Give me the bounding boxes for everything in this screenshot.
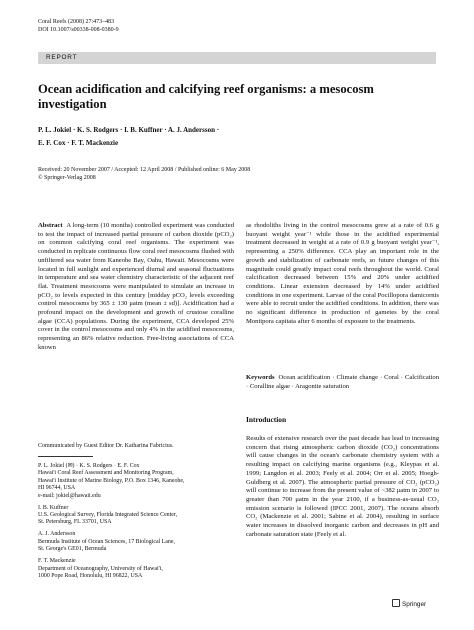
abstract-left-column bbox=[38, 222, 234, 353]
affiliation-block bbox=[38, 505, 234, 527]
affiliation-line: F. T. Mackenzie bbox=[38, 558, 76, 565]
keywords-label: Keywords bbox=[246, 374, 275, 381]
email-link[interactable]: e-mail: jokiel@hawaii.edu bbox=[38, 492, 101, 499]
abstract-text-part-1: A long-term (10 months) controlled experiment was conducted to test the impact of increased partial pressure of carbon dioxide (pCO₂) on common calcifying coral reef organisms. The experiment was conducted in replicate continuous flow coral reef mesocosms flushed with unfiltered sea water from Kaneohe Bay, Oahu, Hawaii. Mesocosms were located in full sunlight and experienced diurnal and seasonal fluctuations in temperature and sea water chemistry characteristic of the adjacent reef flat. Treatment mesocosms were manipulated to simulate an increase in pCO₂ to levels expected in this century [midday pCO₂ levels exceeding control mesocosms by 365 ± 130 μatm (mean ± sd)]. Acidification had a profound impact on the development and growth of crustose coralline algae (CCA) populations. During the experiment, CCA developed 25% cover in the control mesocosms and only 4% in the acidified mesocosms, representing an 86% relative reduction. Free-living associations of CCA known bbox=[38, 222, 234, 351]
publication-dates bbox=[38, 167, 438, 182]
author-list bbox=[38, 124, 438, 150]
affiliation-line: U.S. Geological Survey, Florida Integrated Science Center, bbox=[38, 512, 178, 519]
keywords bbox=[246, 374, 439, 391]
affiliation-line: HI 96744, USA bbox=[38, 485, 76, 492]
publisher-name: Springer bbox=[402, 601, 427, 608]
affiliation-block bbox=[38, 463, 234, 500]
introduction-text: Results of extensive research over the past decade has lead to increasing concern that rising atmospheric carbon dioxide (CO₂) concentrations will cause changes in the ocean's carbonate chemistry system with a resulting impact on calcifying marine organisms (e.g., Kleypas et al. 1999; Langdon et al. 2003; Feely et al. 2004; Orr et al. 2005; Hoegh-Guldberg et al. 2007). The atmospheric partial pressure of CO₂ (pCO₂) will continue to increase from the present value of ~382 μatm in 2007 to greater than 700 μatm in the year 2100, if a business-as-usual CO₂ emission scenario is followed (IPCC 2001, 2007). The oceans absorb CO₂ (Mackenzie et al. 2001; Sabine et al. 2004), resulting in surface water increases in dissolved inorganic carbon and decreases in pH and carbonate saturation state (Feely et al. bbox=[246, 435, 439, 538]
doi[interactable]: DOI 10.1007/s00338-008-0380-9 bbox=[38, 26, 119, 33]
publisher-logo bbox=[392, 599, 426, 608]
journal-issue: Coral Reefs (2008) 27:473–483 bbox=[38, 19, 115, 25]
affiliation-line: P. L. Jokiel (✉) · K. S. Rodgers · E. F. Cox bbox=[38, 463, 140, 469]
affiliations bbox=[38, 463, 234, 585]
affiliation-line: Hawai'i Coral Reef Assessment and Monitoring Program, bbox=[38, 470, 174, 477]
affiliation-line: I. B. Kuffner bbox=[38, 504, 69, 511]
copyright: © Springer-Verlag 2008 bbox=[38, 174, 96, 181]
footnote-divider bbox=[38, 456, 93, 457]
affiliation-block bbox=[38, 531, 234, 553]
affiliation-line: St. Petersburg, FL 33701, USA bbox=[38, 519, 112, 526]
affiliation-line: St. George's GE01, Bermuda bbox=[38, 546, 107, 553]
abstract-label: Abstract bbox=[38, 222, 63, 229]
affiliation-line: Hawai'i Institute of Marine Biology, P.O. Box 1346, Kaneohe, bbox=[38, 477, 185, 484]
received-accepted-dates: Received: 20 November 2007 / Accepted: 12 April 2008 / Published online: 6 May 2008 bbox=[38, 167, 251, 173]
springer-horse-icon bbox=[392, 599, 400, 607]
keywords-text: Ocean acidification · Climate change · Coral · Calcification · Coralline algae · Aragonite saturation bbox=[246, 374, 439, 390]
authors-line-1: P. L. Jokiel · K. S. Rodgers · I. B. Kuffner · A. J. Andersson · bbox=[38, 126, 220, 134]
journal-citation bbox=[38, 19, 119, 34]
affiliation-line: Bermuda Institute of Ocean Sciences, 17 Biological Lane, bbox=[38, 538, 175, 545]
section-banner: REPORT bbox=[38, 52, 436, 64]
affiliation-block bbox=[38, 558, 234, 580]
introduction-heading: Introduction bbox=[246, 415, 287, 424]
introduction-body bbox=[246, 435, 439, 539]
affiliation-line: A. J. Andersson bbox=[38, 531, 76, 538]
abstract-text-part-2: as rhodoliths living in the control mesocosms grew at a rate of 0.6 g buoyant weight year⁻¹ while those in the acidified experimental treatment decreased in weight at a rate of 0.9 g buoyant weight year⁻¹, representing a 250% difference. CCA play an important role in the growth and stabilization of carbonate reefs, so future changes of this magnitude could greatly impact coral reefs throughout the world. Coral calcification decreased between 15% and 20% under acidified conditions. Linear extension decreased by 14% under acidified conditions in one experiment. Larvae of the coral Pocillopora damicornis were able to recruit under the acidified conditions. In addition, there was no significant difference in production of gametes by the coral Montipora capitata after 6 months of exposure to the treatments. bbox=[246, 222, 439, 325]
authors-line-2: E. F. Cox · F. T. Mackenzie bbox=[38, 139, 119, 147]
affiliation-line: 1000 Pope Road, Honolulu, HI 96822, USA bbox=[38, 573, 143, 580]
affiliation-line: Department of Oceanography, University of Hawai'i, bbox=[38, 565, 163, 572]
abstract-right-column bbox=[246, 222, 439, 326]
paper-title: Ocean acidification and calcifying reef organisms: a mesocosm investigation bbox=[38, 82, 374, 111]
communicated-by: Communicated by Guest Editor Dr. Katharina Fabricius. bbox=[38, 443, 174, 449]
